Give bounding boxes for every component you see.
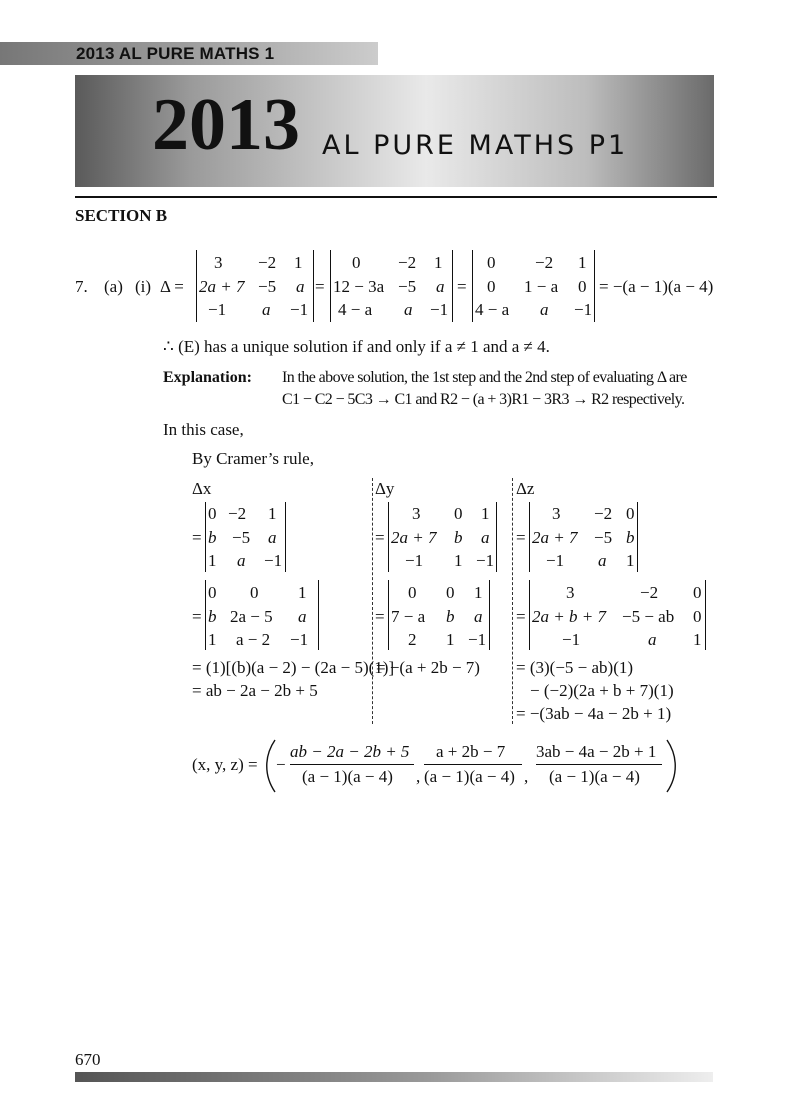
det1-cell: a: [296, 277, 305, 296]
det2-cell: −1: [430, 300, 449, 319]
dx2-right-bar: [318, 580, 319, 650]
det1-cell: 2a + 7: [199, 277, 245, 296]
dx-eval-2: = ab − 2a − 2b + 5: [192, 681, 318, 700]
dy1-cell: a: [481, 528, 490, 547]
question-number: 7.: [75, 277, 88, 296]
det3-cell: 0: [487, 277, 496, 296]
det3-left-bar: [472, 250, 473, 322]
det1-cell: a: [262, 300, 271, 319]
dx2-cell: 1: [298, 583, 307, 602]
explanation-line-2: C1 − C2 − 5C3 → C1 and R2 − (a + 3)R1 − 3R3 → R2 respectively.: [282, 391, 685, 408]
det1-cell: −5: [258, 277, 277, 296]
det1-right-bar: [313, 250, 314, 322]
comma: ,: [524, 767, 529, 786]
dx2-cell: 0: [250, 583, 259, 602]
fraction-bar: [536, 764, 662, 765]
det2-cell: a: [436, 277, 445, 296]
dy1-left-bar: [388, 502, 389, 572]
solution-denominator-3: (a − 1)(a − 4): [549, 767, 640, 786]
det3-cell: 1: [578, 253, 587, 272]
delta-z-label: Δz: [516, 479, 535, 498]
equals-sign: =: [375, 528, 385, 547]
dz1-left-bar: [529, 502, 530, 572]
dz1-cell: a: [598, 551, 607, 570]
dx2-cell: 1: [208, 630, 217, 649]
dy1-cell: 2a + 7: [391, 528, 437, 547]
det2-left-bar: [330, 250, 331, 322]
equals-sign: =: [516, 607, 526, 626]
dz2-cell: 2a + b + 7: [532, 607, 606, 626]
dz2-cell: 3: [566, 583, 575, 602]
det2-cell: 12 − 3a: [333, 277, 385, 296]
dy1-cell: 0: [454, 504, 463, 523]
dy1-cell: 1: [481, 504, 490, 523]
fraction-bar: [424, 764, 522, 765]
dy2-cell: −1: [468, 630, 487, 649]
dx1-cell: a: [268, 528, 277, 547]
dx2-cell: a: [298, 607, 307, 626]
det3-cell: −1: [574, 300, 593, 319]
dz2-cell: −2: [640, 583, 659, 602]
column-separator: [512, 478, 513, 724]
solution-denominator-2: (a − 1)(a − 4): [424, 767, 515, 786]
det1-cell: 3: [214, 253, 223, 272]
dz-eval-3: = −(3ab − 4a − 2b + 1): [516, 704, 672, 723]
dx1-cell: −1: [264, 551, 283, 570]
dz2-cell: 1: [693, 630, 702, 649]
equals-sign: =: [457, 277, 467, 296]
header-rule: [75, 196, 717, 198]
dx2-cell: a − 2: [236, 630, 271, 649]
dy1-cell: −1: [405, 551, 424, 570]
dy2-cell: 0: [446, 583, 455, 602]
dx1-cell: −2: [228, 504, 247, 523]
dz2-right-bar: [705, 580, 706, 650]
dz1-cell: −1: [546, 551, 565, 570]
question-subpart: (i): [135, 277, 152, 296]
dx1-cell: 1: [268, 504, 277, 523]
question-part: (a): [104, 277, 123, 296]
dy1-right-bar: [496, 502, 497, 572]
det3-cell: 0: [578, 277, 587, 296]
det1-cell: −2: [258, 253, 277, 272]
banner-year: 2013: [152, 84, 300, 166]
det2-right-bar: [452, 250, 453, 322]
equals-sign: =: [192, 607, 202, 626]
delta-label: Δ =: [160, 277, 184, 296]
page-number: 670: [75, 1050, 101, 1069]
cramer-rule: By Cramer’s rule,: [192, 449, 314, 468]
delta-x-label: Δx: [192, 479, 212, 498]
det1-cell: −1: [208, 300, 227, 319]
conclusion-text: ∴ (E) has a unique solution if and only if a ≠ 1 and a ≠ 4.: [163, 337, 550, 356]
dz1-right-bar: [637, 502, 638, 572]
dz1-cell: −5: [594, 528, 613, 547]
equals-sign: =: [315, 277, 325, 296]
in-this-case: In this case,: [163, 420, 244, 439]
det1-cell: 1: [294, 253, 303, 272]
det2-cell: −2: [398, 253, 417, 272]
dz1-cell: 2a + 7: [532, 528, 578, 547]
dx1-cell: a: [237, 551, 246, 570]
dx-eval-1: = (1)[(b)(a − 2) − (2a − 5)(1)]: [192, 658, 395, 677]
right-paren: [664, 738, 680, 794]
dz2-cell: 0: [693, 583, 702, 602]
dz2-left-bar: [529, 580, 530, 650]
dy2-cell: 7 − a: [391, 607, 426, 626]
solution-numerator-1: ab − 2a − 2b + 5: [290, 742, 410, 761]
footer-bar: [75, 1072, 713, 1082]
delta-result: = −(a − 1)(a − 4): [599, 277, 714, 296]
det1-left-bar: [196, 250, 197, 322]
equals-sign: =: [375, 607, 385, 626]
dz-eval-1: = (3)(−5 − ab)(1): [516, 658, 634, 677]
dz1-cell: b: [626, 528, 635, 547]
solution-minus: −: [276, 755, 286, 774]
dx2-cell: 0: [208, 583, 217, 602]
comma: ,: [416, 767, 421, 786]
column-separator: [372, 478, 373, 724]
dx2-cell: b: [208, 607, 217, 626]
dz1-cell: 1: [626, 551, 635, 570]
dy-eval-1: = −(a + 2b − 7): [376, 658, 480, 677]
dx1-left-bar: [205, 502, 206, 572]
explanation-line-1: In the above solution, the 1st step and the 2nd step of evaluating Δ are: [282, 369, 687, 386]
dx1-cell: 1: [208, 551, 217, 570]
det3-cell: 1 − a: [524, 277, 559, 296]
dx1-right-bar: [285, 502, 286, 572]
dy2-cell: 2: [408, 630, 417, 649]
banner-subtitle: AL PURE MATHS P1: [322, 130, 629, 161]
det3-right-bar: [594, 250, 595, 322]
det3-cell: 4 − a: [475, 300, 510, 319]
solution-lhs: (x, y, z) =: [192, 755, 258, 774]
dy1-cell: −1: [476, 551, 495, 570]
dy2-right-bar: [489, 580, 490, 650]
dx2-cell: −1: [290, 630, 309, 649]
dz2-cell: a: [648, 630, 657, 649]
fraction-bar: [290, 764, 414, 765]
det2-cell: 1: [434, 253, 443, 272]
solution-numerator-3: 3ab − 4a − 2b + 1: [536, 742, 657, 761]
equals-sign: =: [192, 528, 202, 547]
dy1-cell: b: [454, 528, 463, 547]
dx2-cell: 2a − 5: [230, 607, 273, 626]
solution-denominator-1: (a − 1)(a − 4): [302, 767, 393, 786]
dy2-cell: 1: [446, 630, 455, 649]
det2-cell: 4 − a: [338, 300, 373, 319]
det3-cell: −2: [535, 253, 554, 272]
dy1-cell: 1: [454, 551, 463, 570]
running-header-title: 2013 AL PURE MATHS 1: [76, 44, 275, 63]
det2-cell: 0: [352, 253, 361, 272]
det3-cell: 0: [487, 253, 496, 272]
dy2-cell: b: [446, 607, 455, 626]
dx1-cell: 0: [208, 504, 217, 523]
dx1-cell: −5: [232, 528, 251, 547]
dz1-cell: 0: [626, 504, 635, 523]
dz1-cell: −2: [594, 504, 613, 523]
section-title: SECTION B: [75, 206, 168, 225]
det2-cell: a: [404, 300, 413, 319]
dx2-left-bar: [205, 580, 206, 650]
det3-cell: a: [540, 300, 549, 319]
dy1-cell: 3: [412, 504, 421, 523]
solution-numerator-2: a + 2b − 7: [436, 742, 506, 761]
dz2-cell: 0: [693, 607, 702, 626]
det2-cell: −5: [398, 277, 417, 296]
dz-eval-2: − (−2)(2a + b + 7)(1): [530, 681, 674, 700]
explanation-label: Explanation:: [163, 369, 252, 386]
dy2-cell: 1: [474, 583, 483, 602]
dz1-cell: 3: [552, 504, 561, 523]
dz2-cell: −5 − ab: [622, 607, 675, 626]
dx1-cell: b: [208, 528, 217, 547]
dy2-cell: 0: [408, 583, 417, 602]
equals-sign: =: [516, 528, 526, 547]
dy2-left-bar: [388, 580, 389, 650]
delta-y-label: Δy: [375, 479, 395, 498]
det1-cell: −1: [290, 300, 309, 319]
dz2-cell: −1: [562, 630, 581, 649]
dy2-cell: a: [474, 607, 483, 626]
